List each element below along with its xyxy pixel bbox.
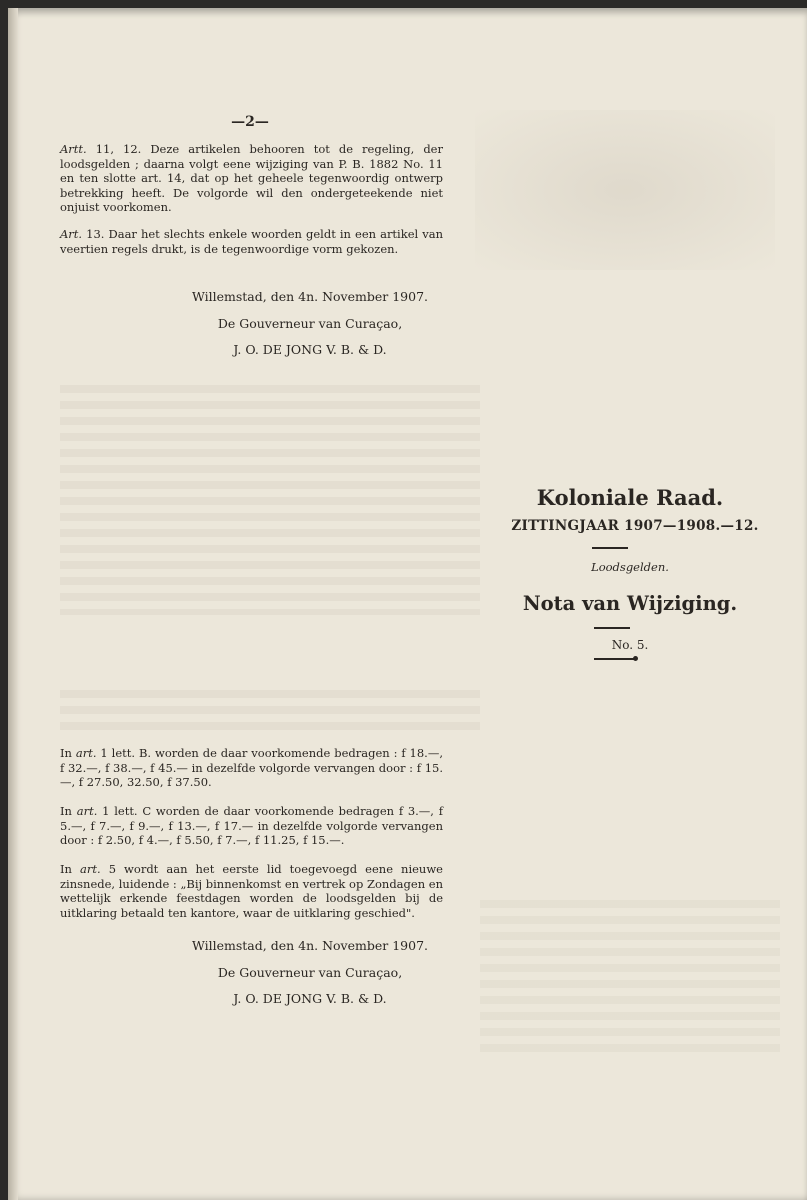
paragraph-text: 5 wordt aan het eerste lid toegevoegd eene nieuwe zinsnede, luidende : „Bij binnenkomst en vertrek op Zondagen en wettelijk erkende feestdagen worden de loodsgelden bij de uitklaring betaald ten kantore, waar de uitklaring geschied". xyxy=(60,862,443,920)
paragraph-lead: art. xyxy=(76,804,98,818)
session-year: ZITTINGJAAR 1907—1908.—12. xyxy=(511,518,759,534)
subject-title xyxy=(480,560,780,574)
paragraph-art-13 xyxy=(60,227,443,256)
office-title: De Gouverneur van Curaçao, xyxy=(217,965,403,980)
office-title: De Gouverneur van Curaçao, xyxy=(217,316,403,331)
paragraph-prefix: In xyxy=(60,862,80,876)
divider-rule xyxy=(592,547,628,549)
place-date: Willemstad, den 4n. November 1907. xyxy=(192,938,428,953)
paragraph-lead: Artt. xyxy=(60,142,87,156)
divider-rule xyxy=(594,658,636,660)
page-number: —2— xyxy=(231,114,269,130)
paragraph-art-1-lett-c xyxy=(60,804,443,848)
paragraph-text: 1 lett. B. worden de daar voorkomende bedragen : f 18.—, f 32.—, f 38.—, f 45.— in dezelfde volgorde vervangen door : f 15.—, f 27.50, 32.50, f 37.50. xyxy=(60,746,443,789)
bleed-through-text-shadow xyxy=(60,690,480,730)
paragraph-art-5 xyxy=(60,862,443,920)
paragraph-artt-11-12 xyxy=(60,142,443,215)
rule-end-dot xyxy=(633,656,638,661)
paragraph-lead: art. xyxy=(80,862,101,876)
paragraph-text: 11, 12. Deze artikelen behooren tot de regeling, der loodsgelden ; daarna volgt eene wijziging van P. B. 1882 No. 11 en ten slotte art. 14, dat op het geheele tegenwoordig ontwerp betrekking heeft. De volgorde wil den ondergeteekende niet onjuist voorkomen. xyxy=(60,142,443,214)
paragraph-lead: Art. xyxy=(60,227,83,241)
page-binding-edge xyxy=(8,8,18,1200)
paragraph-text: 1 lett. C worden de daar voorkomende bedragen f 3.—, f 5.—, f 7.—, f 9.—, f 13.—, f 17.— in dezelfde volgorde vervangen door : f 2.50, f 4.—, f 5.50, f 7.—, f 11.25, f 15.—. xyxy=(60,804,443,847)
subject-title-text: Loodsgelden. xyxy=(591,560,669,574)
paragraph-prefix: In xyxy=(60,746,76,760)
divider-rule xyxy=(594,627,630,629)
paragraph-art-1-lett-b xyxy=(60,746,443,790)
bleed-through-text-shadow xyxy=(480,900,780,1060)
bleed-through-text-shadow xyxy=(60,385,480,615)
paragraph-lead: art. xyxy=(75,746,97,760)
paragraph-text: 13. Daar het slechts enkele woorden geldt in een artikel van veertien regels drukt, is de tegenwoordige vorm gekozen. xyxy=(60,227,443,256)
council-title: Koloniale Raad. xyxy=(536,485,724,510)
paragraph-prefix: In xyxy=(60,804,77,818)
document-number: No. 5. xyxy=(611,638,649,652)
bleed-through-shadow xyxy=(475,110,775,270)
document-title: Nota van Wijziging. xyxy=(522,592,738,615)
place-date: Willemstad, den 4n. November 1907. xyxy=(192,289,428,304)
signature: J. O. DE JONG V. B. & D. xyxy=(233,342,387,357)
signature: J. O. DE JONG V. B. & D. xyxy=(233,991,387,1006)
